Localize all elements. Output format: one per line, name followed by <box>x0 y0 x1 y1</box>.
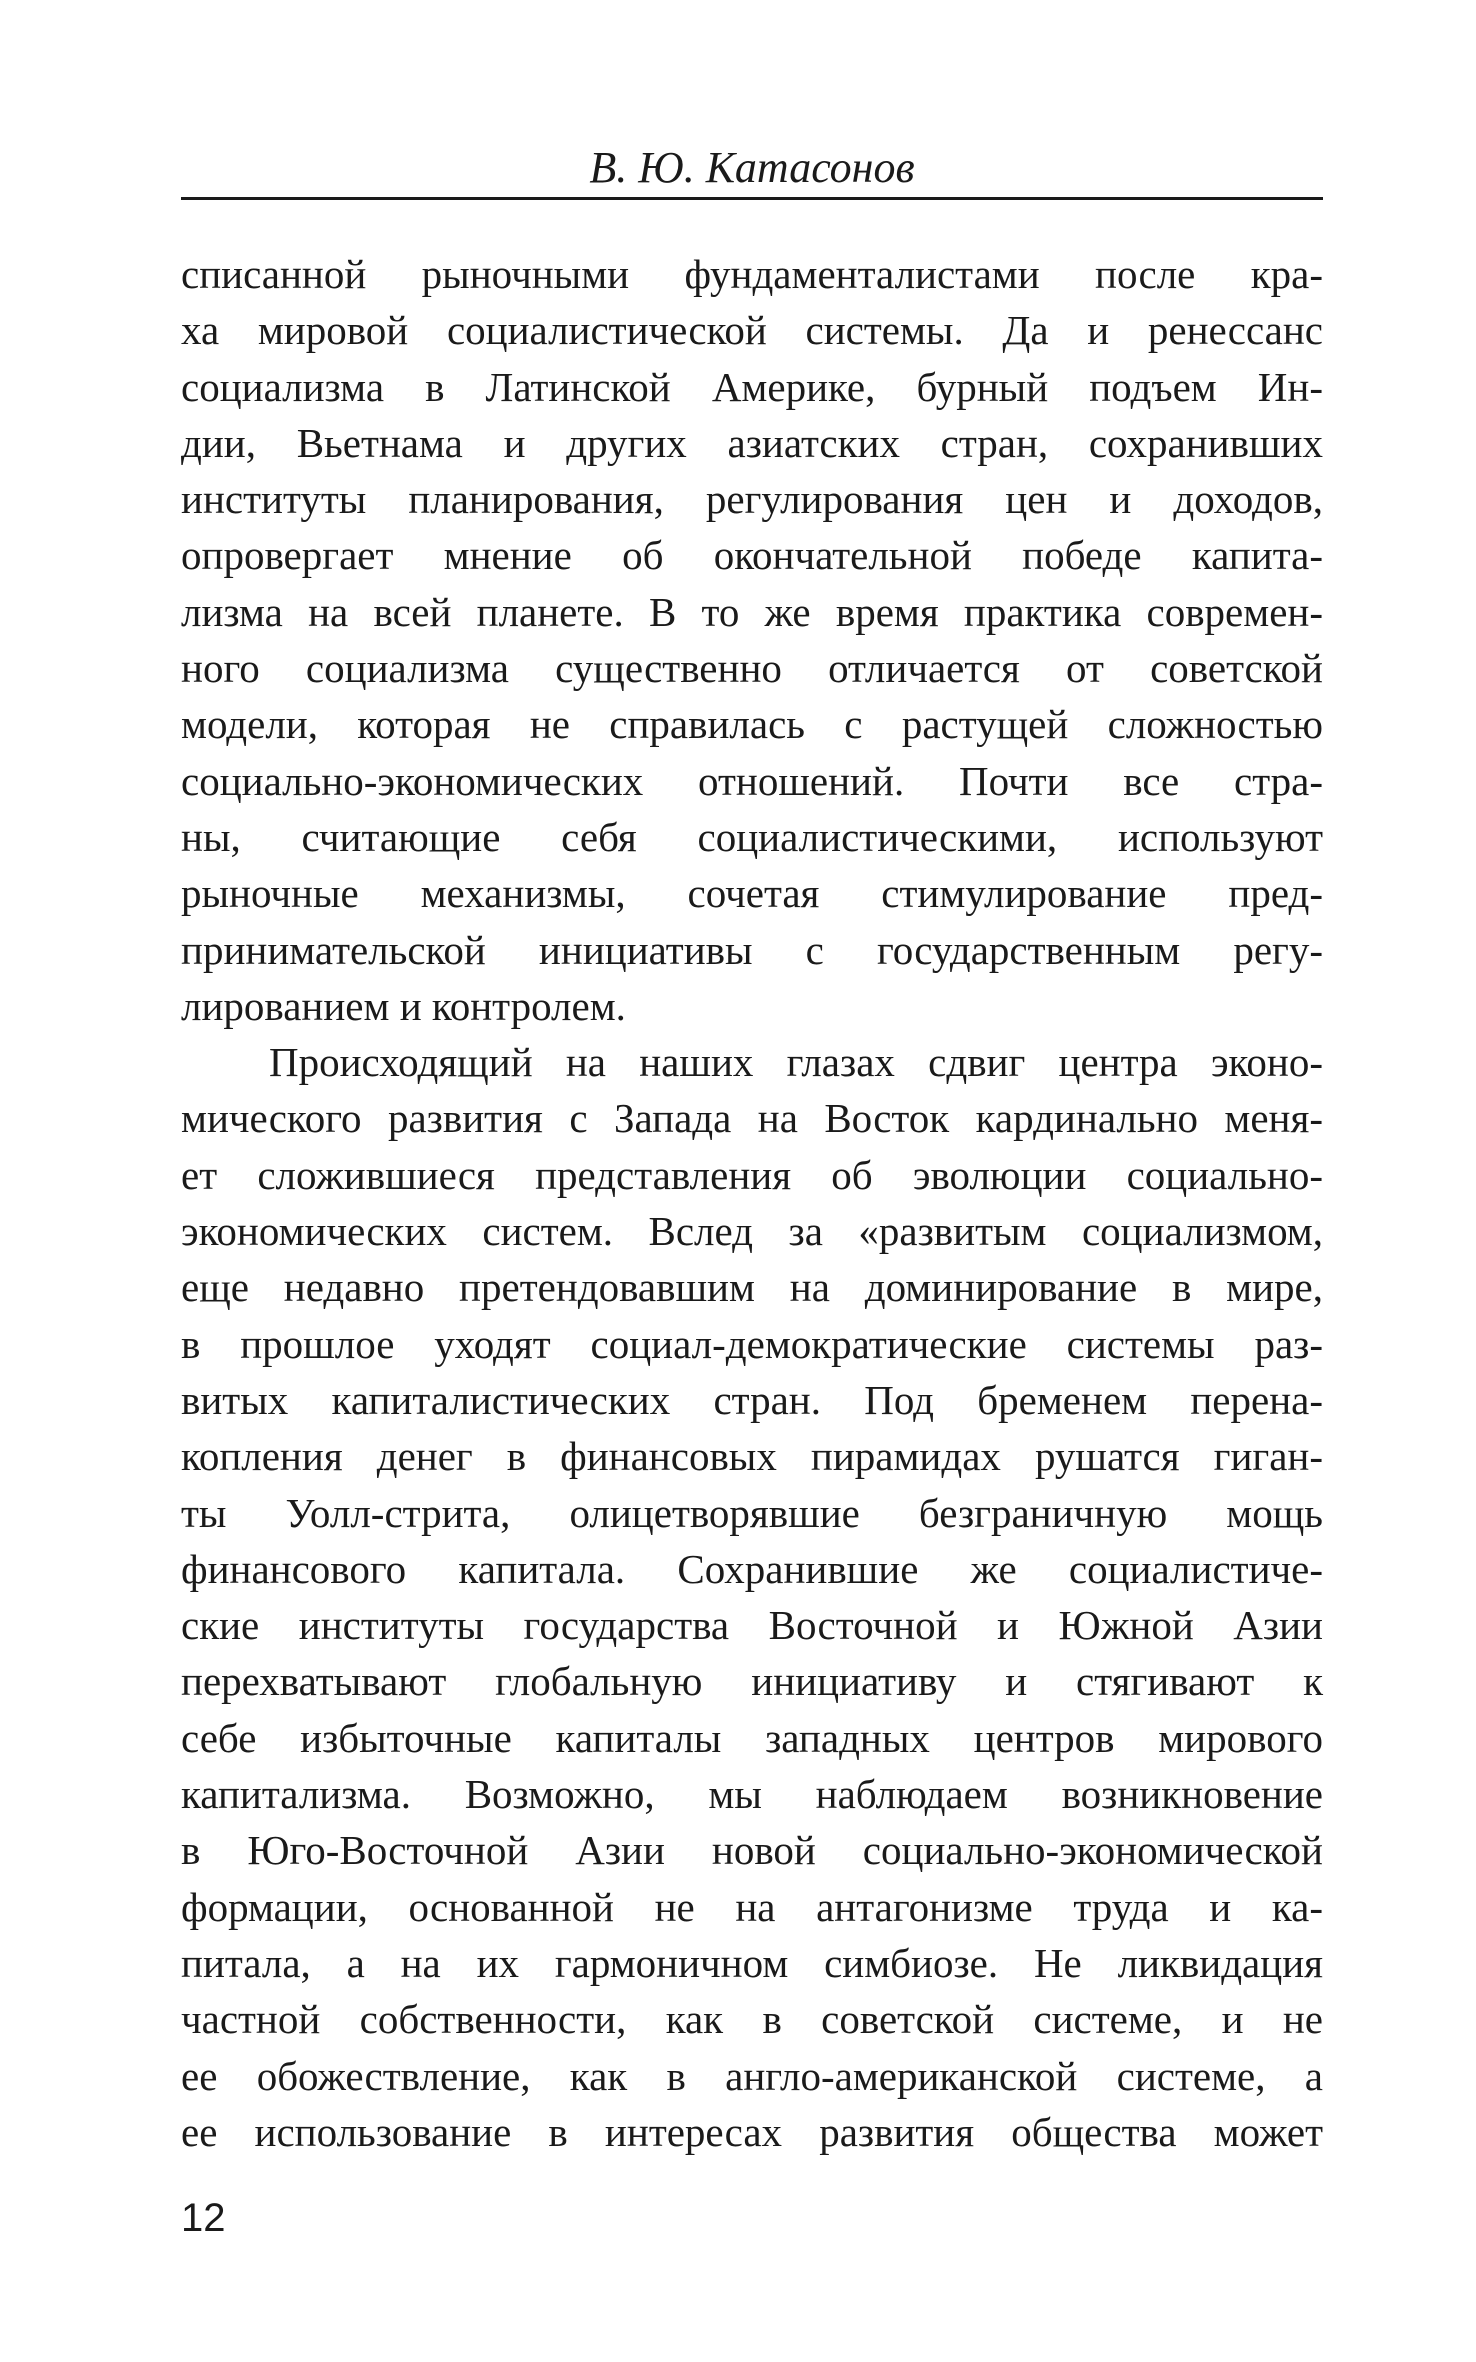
text-line: в Юго-Восточной Азии новой социально-экономической <box>181 1827 1323 1874</box>
text-line: себе избыточные капиталы западных центров мирового <box>181 1714 1323 1761</box>
text-line: социализма в Латинской Америке, бурный подъем Ин- <box>181 363 1323 410</box>
text-line: ного социализма существенно отличается от советской <box>181 645 1323 692</box>
text-line: формации, основанной не на антагонизме труда и ка- <box>181 1883 1323 1930</box>
text-line: перехватывают глобальную инициативу и стягивают к <box>181 1658 1323 1705</box>
text-line: ские институты государства Восточной и Южной Азии <box>181 1602 1323 1649</box>
paragraph-1 <box>181 246 1323 1034</box>
text-line: экономических систем. Вслед за «развитым социализмом, <box>181 1208 1323 1255</box>
body-text <box>181 246 1323 2160</box>
text-line: витых капиталистических стран. Под бременем перена- <box>181 1376 1323 1423</box>
text-line: капитализма. Возможно, мы наблюдаем возникновение <box>181 1771 1323 1818</box>
text-line: лированием и контролем. <box>181 982 626 1029</box>
text-line: дии, Вьетнама и других азиатских стран, сохранивших <box>181 419 1323 466</box>
text-line: ее использование в интересах развития общества может <box>181 2108 1323 2155</box>
text-line: в прошлое уходят социал-демократические системы раз- <box>181 1320 1323 1367</box>
paragraph-2 <box>181 1034 1323 2160</box>
text-line: частной собственности, как в советской системе, и не <box>181 1996 1323 2043</box>
text-line: ны, считающие себя социалистическими, используют <box>181 813 1323 860</box>
text-line: ты Уолл-стрита, олицетворявшие безграничную мощь <box>181 1489 1323 1536</box>
text-line: рыночные механизмы, сочетая стимулирование пред- <box>181 870 1323 917</box>
text-line: институты планирования, регулирования цен и доходов, <box>181 476 1323 523</box>
text-line: Происходящий на наших глазах сдвиг центра эконо- <box>269 1039 1323 1086</box>
text-line: лизма на всей планете. В то же время практика современ- <box>181 588 1323 635</box>
text-line: питала, а на их гармоничном симбиозе. Не ликвидация <box>181 1939 1323 1986</box>
text-line: ха мировой социалистической системы. Да и ренессанс <box>181 307 1323 354</box>
text-line: социально-экономических отношений. Почти все стра- <box>181 757 1323 804</box>
text-line: ее обожествление, как в англо-американской системе, а <box>181 2052 1323 2099</box>
text-line: копления денег в финансовых пирамидах рушатся гиган- <box>181 1433 1323 1480</box>
page-number: 12 <box>181 2196 226 2240</box>
running-head-author: В. Ю. Катасонов <box>589 143 915 192</box>
header-rule <box>181 197 1323 200</box>
text-line: опровергает мнение об окончательной победе капита- <box>181 532 1323 579</box>
text-line: ет сложившиеся представления об эволюции социально- <box>181 1151 1323 1198</box>
text-line: принимательской инициативы с государственным регу- <box>181 926 1323 973</box>
text-line: финансового капитала. Сохранившие же социалистиче- <box>181 1545 1323 1592</box>
text-line: списанной рыночными фундаменталистами после кра- <box>181 251 1323 297</box>
text-line: еще недавно претендовавшим на доминирование в мире, <box>181 1264 1323 1311</box>
text-line: модели, которая не справилась с растущей сложностью <box>181 701 1323 748</box>
text-line: мического развития с Запада на Восток кардинально меня- <box>181 1095 1323 1142</box>
